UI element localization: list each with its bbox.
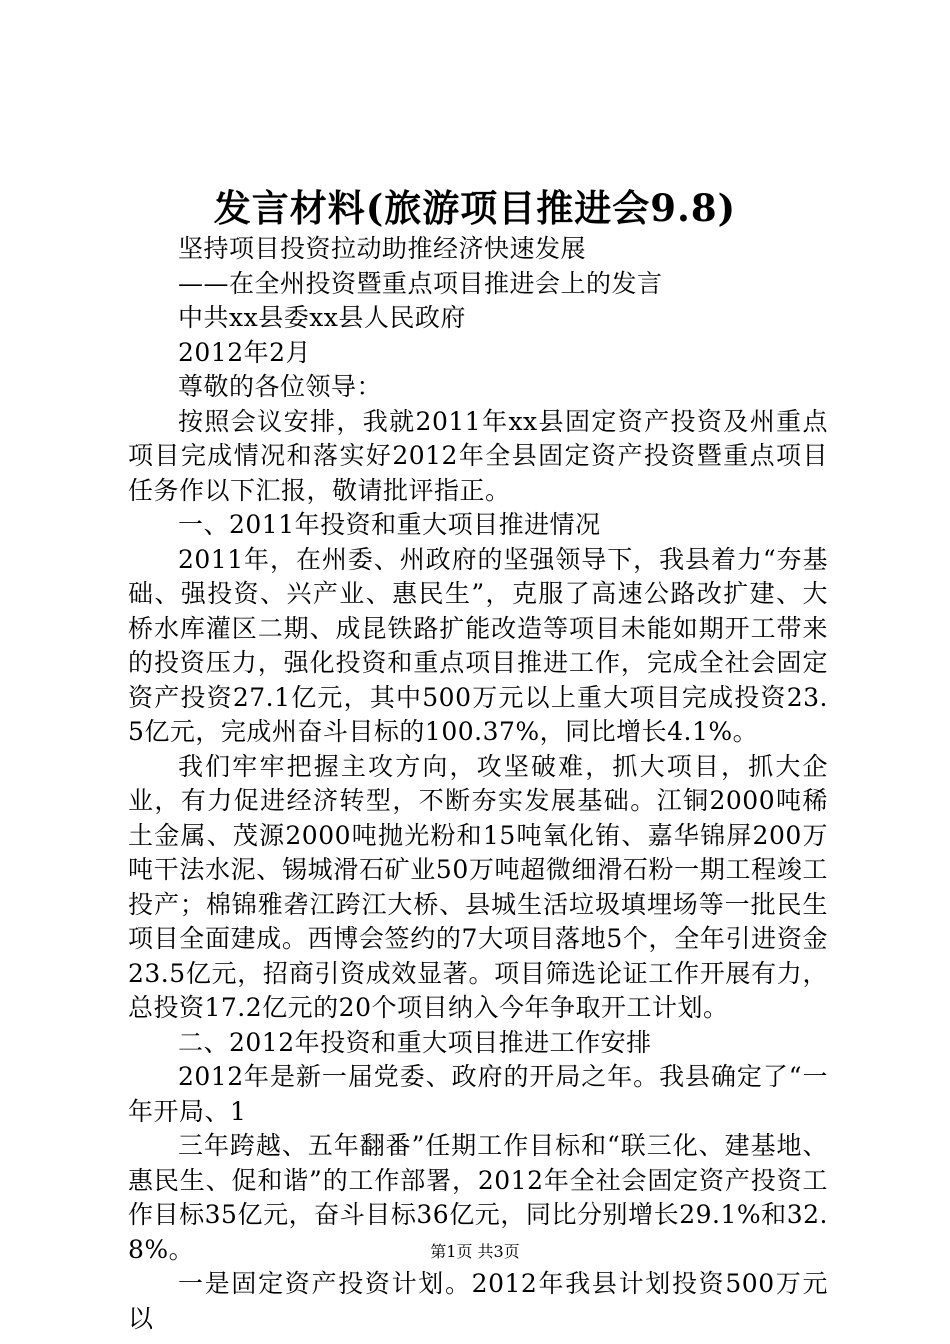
page-footer: 第1页 共3页 xyxy=(430,1242,520,1261)
section-heading: 二、2012年投资和重大项目推进工作安排 xyxy=(178,1027,652,1057)
paragraph: 2011年，在州委、州政府的坚强领导下，我县着力“夯基础、强投资、兴产业、惠民生”，克服了高速公路改扩建、大桥水库灌区二期、成昆铁路扩能改造等项目未能如期开工带来的投资压力，强化投资和重点项目推进工作，完成全社会固定资产投资27.1亿元，其中500万元以上重大项目完成投资23.5亿元，完成州奋斗目标的100.37%，同比增长4.1%。 xyxy=(128,544,828,746)
paragraph: 一是固定资产投资计划。2012年我县计划投资500万元以 xyxy=(128,1269,828,1333)
paragraph: 2012年是新一届党委、政府的开局之年。我县确定了“一年开局、1 xyxy=(128,1062,828,1126)
subtitle: 坚持项目投资拉动助推经济快速发展 xyxy=(178,234,587,263)
salutation: 尊敬的各位领导： xyxy=(178,372,383,401)
paragraph: 三年跨越、五年翻番”任期工作目标和“联三化、建基地、惠民生、促和谐”的工作部署，2012年全社会固定资产投资工作目标35亿元，奋斗目标36亿元，同比分别增长29.1%和32.8%。 xyxy=(128,1131,828,1264)
paragraph: 按照会议安排，我就2011年xx县固定资产投资及州重点项目完成情况和落实好2012年全县固定资产投资暨重点项目任务作以下汇报，敬请批评指正。 xyxy=(128,406,828,505)
subtitle-line: ——在全州投资暨重点项目推进会上的发言 xyxy=(178,268,663,298)
document-title: 发言材料(旅游项目推进会9.8) xyxy=(213,186,737,230)
date-line: 2012年2月 xyxy=(178,337,312,367)
author-line: 中共xx县委xx县人民政府 xyxy=(178,303,466,332)
paragraph: 我们牢牢把握主攻方向，攻坚破难，抓大项目，抓大企业，有力促进经济转型，不断夯实发展基础。江铜2000吨稀土金属、茂源2000吨抛光粉和15吨氧化铕、嘉华锦屏200万吨干法水泥、锡城滑石矿业50万吨超微细滑石粉一期工程竣工投产；棉锦雅砻江跨江大桥、县城生活垃圾填埋场等一批民生项目全面建成。西博会签约的7大项目落地5个，全年引进资金23.5亿元，招商引资成效显著。项目筛选论证工作开展有力，总投资17.2亿元的20个项目纳入今年争取开工计划。 xyxy=(128,751,828,1022)
document-body xyxy=(128,232,828,1336)
section-heading: 一、2011年投资和重大项目推进情况 xyxy=(178,510,601,539)
